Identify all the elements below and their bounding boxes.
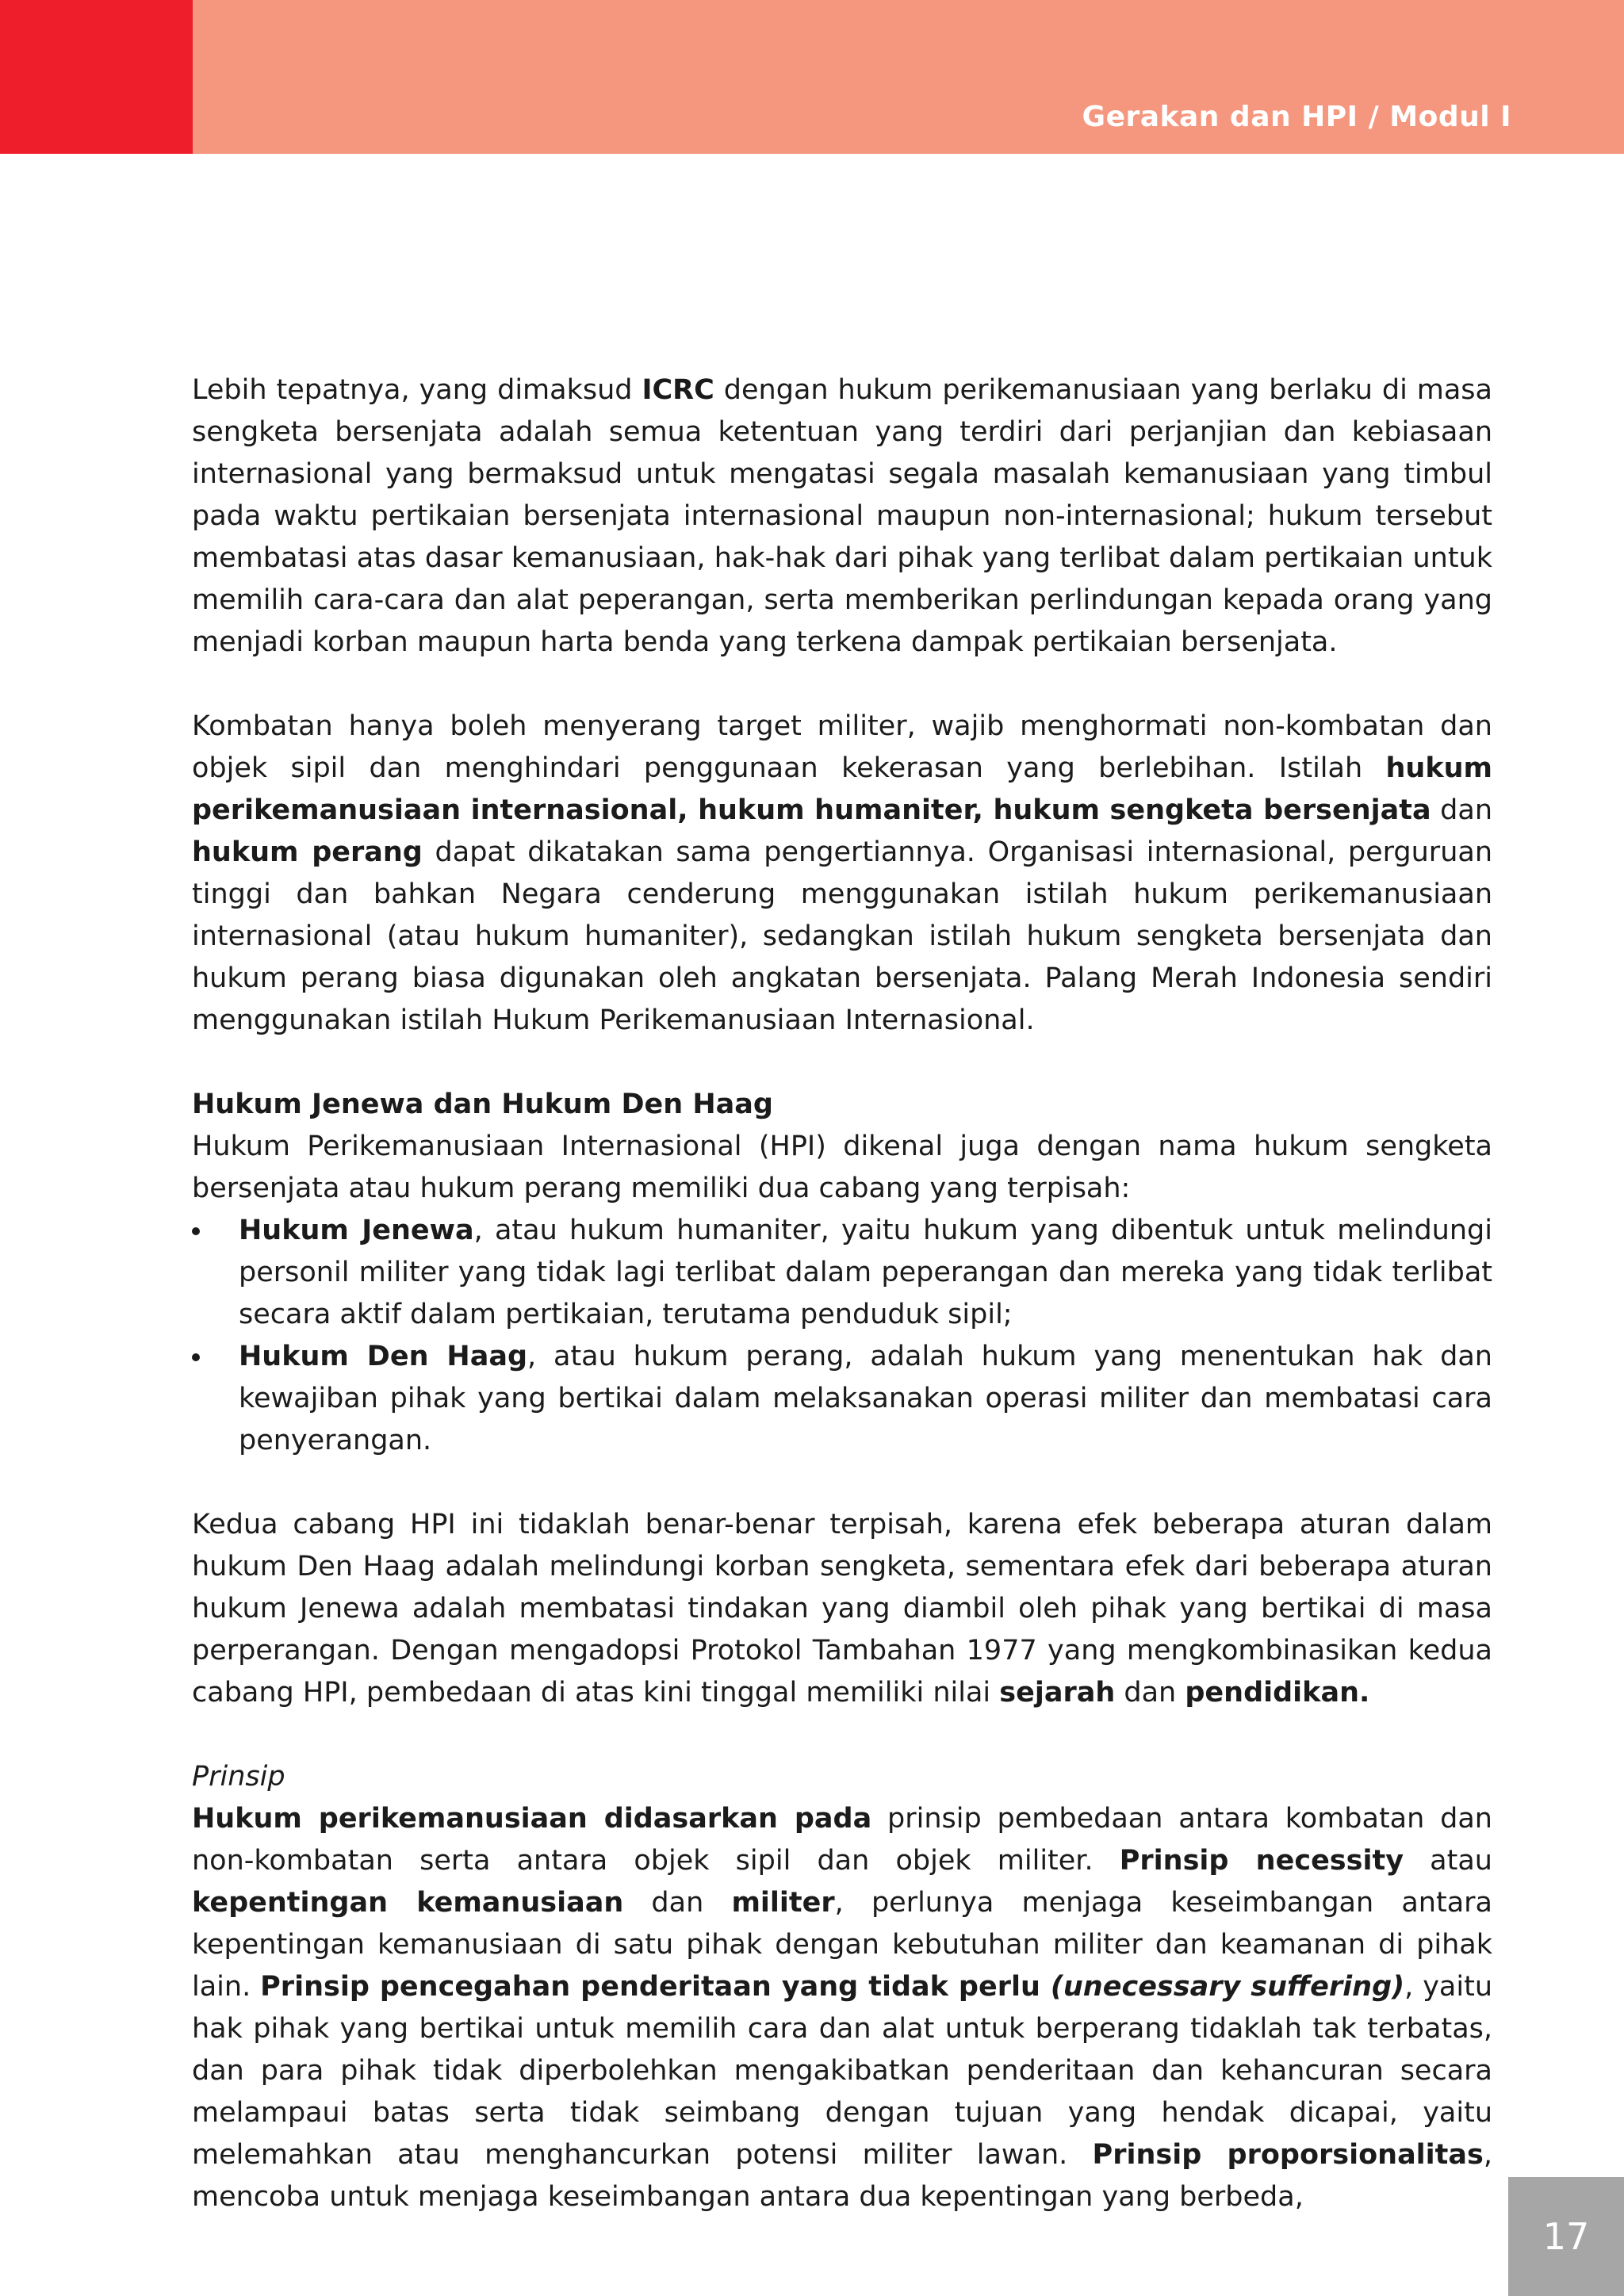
list-item: Hukum Den Haag, atau hukum perang, adalah hukum yang menentukan hak dan kewajiban pihak yang bertikai dalam melaksanakan operasi militer dan membatasi cara penyerangan.: [192, 1336, 1492, 1462]
emphasis-terms: hukum perikemanusiaan internasional, hukum humaniter, hukum sengketa bersenjata: [192, 752, 1492, 826]
page-body: [192, 369, 1492, 2218]
paragraph-kedua-cabang: Kedua cabang HPI ini tidaklah benar-benar terpisah, karena efek beberapa aturan dalam hukum Den Haag adalah melindungi korban sengketa, sementara efek dari beberapa aturan hukum Jenewa adalah membatasi tindakan yang diambil oleh pihak yang bertikai di masa perperangan. Dengan mengadopsi Protokol Tambahan 1977 yang mengkombinasikan kedua cabang HPI, pembedaan di atas kini tinggal memiliki nilai sejarah dan pendidikan.: [192, 1509, 1492, 1709]
section-heading-prinsip: Prinsip: [192, 1761, 285, 1793]
emphasis-hukum-perang: hukum perang: [192, 836, 423, 868]
bullet-list: [192, 1210, 1492, 1462]
paragraph-prinsip: Hukum perikemanusiaan didasarkan pada prinsip pembedaan antara kombatan dan non-kombatan serta antara objek sipil dan objek militer. Prinsip necessity atau kepentingan kemanusiaan dan militer, perlunya menjaga keseimbangan antara kepentingan kemanusiaan di satu pihak dengan kebutuhan militer dan keamanan di pihak lain. Prinsip pencegahan penderitaan yang tidak perlu (unecessary suffering), yaitu hak pihak yang bertikai untuk memilih cara dan alat untuk berperang tidaklah tak terbatas, dan para pihak tidak diperbolehkan mengakibatkan penderitaan dan kehancuran secara melampaui batas serta tidak seimbang dengan tujuan yang hendak dicapai, yaitu melemahkan atau menghancurkan potensi militer lawan. Prinsip proporsionalitas, mencoba untuk menjaga keseimbangan antara dua kepentingan yang berbeda,: [192, 1803, 1492, 2213]
emphasis-icrc: ICRC: [642, 374, 714, 406]
paragraph-kombatan: Kombatan hanya boleh menyerang target militer, wajib menghormati non-kombatan dan objek sipil dan menghindari penggunaan kekerasan yang berlebihan. Istilah hukum perikemanusiaan internasional, hukum humaniter, hukum sengketa bersenjata dan hukum perang dapat dikatakan sama pengertiannya. Organisasi internasional, perguruan tinggi dan bahkan Negara cenderung menggunakan istilah hukum perikemanusiaan internasional (atau hukum humaniter), sedangkan istilah hukum sengketa bersenjata dan hukum perang biasa digunakan oleh angkatan bersenjata. Palang Merah Indonesia sendiri menggunakan istilah Hukum Perikemanusiaan Internasional.: [192, 710, 1493, 1036]
paragraph-icrc-definition: Lebih tepatnya, yang dimaksud ICRC dengan hukum perikemanusiaan yang berlaku di masa sengketa bersenjata adalah semua ketentuan yang terdiri dari perjanjian dan kebiasaan internasional yang bermaksud untuk mengatasi segala masalah kemanusiaan yang timbul pada waktu pertikaian bersenjata internasional maupun non-internasional; hukum tersebut membatasi atas dasar kemanusiaan, hak-hak dari pihak yang terlibat dalam pertikaian untuk memilih cara-cara dan alat peperangan, serta memberikan perlindungan kepada orang yang menjadi korban maupun harta benda yang terkena dampak pertikaian bersenjata.: [192, 374, 1492, 658]
bullet-icon: [192, 1227, 200, 1235]
list-item: Hukum Jenewa, atau hukum humaniter, yaitu hukum yang dibentuk untuk melindungi personil militer yang tidak lagi terlibat dalam peperangan dan mereka yang tidak terlibat secara aktif dalam pertikaian, terutama penduduk sipil;: [192, 1210, 1492, 1336]
section-intro: Hukum Perikemanusiaan Internasional (HPI) dikenal juga dengan nama hukum sengketa bersenjata atau hukum perang memiliki dua cabang yang terpisah:: [192, 1131, 1492, 1204]
page-number: 17: [1542, 2215, 1590, 2258]
running-header: Gerakan dan HPI / Modul I: [1082, 101, 1511, 133]
bullet-icon: [192, 1353, 200, 1361]
page-number-box: [1508, 2177, 1624, 2296]
header-accent-block: [0, 0, 193, 154]
section-heading-jenewa-den-haag: Hukum Jenewa dan Hukum Den Haag: [192, 1089, 773, 1120]
